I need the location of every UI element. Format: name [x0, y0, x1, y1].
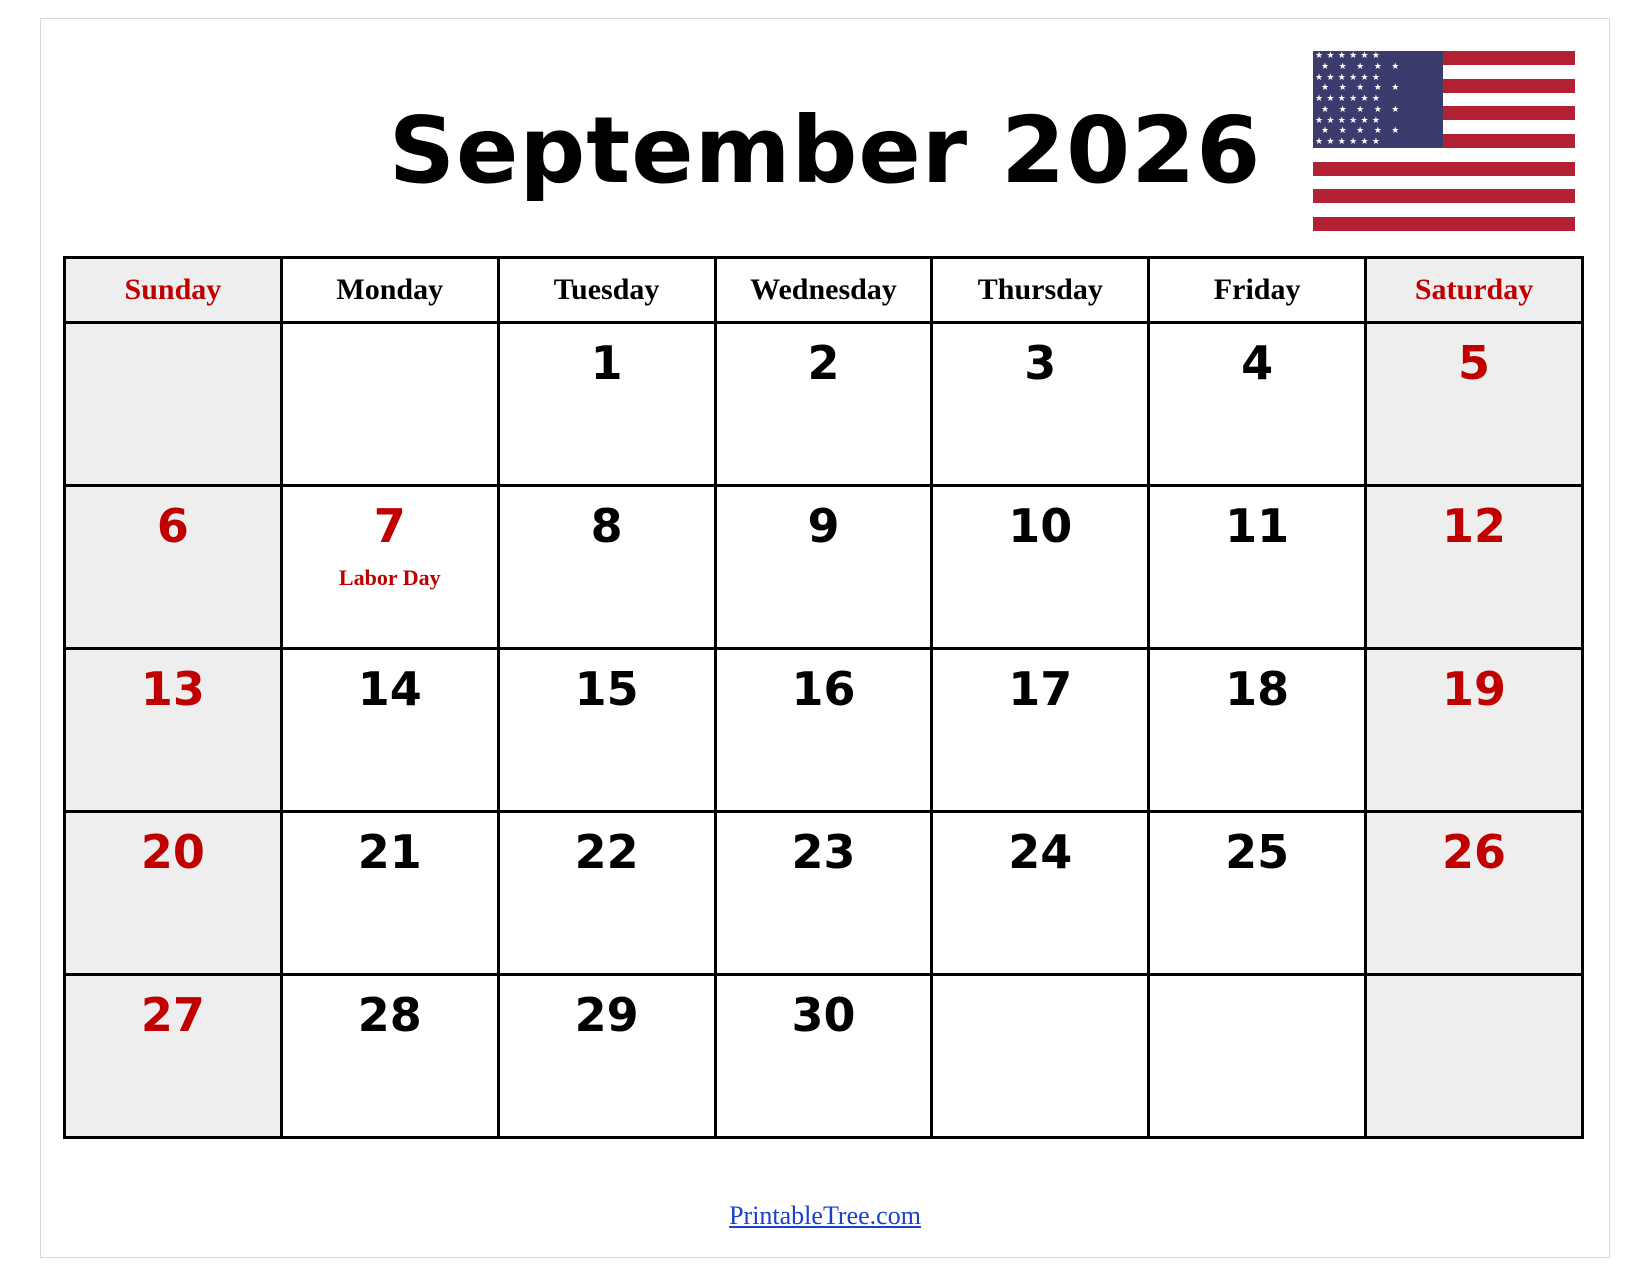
printabletree-link[interactable]: PrintableTree.com: [729, 1201, 921, 1230]
day-cell[interactable]: [65, 323, 282, 486]
flag-star-row: ★★★★★★: [1315, 72, 1384, 83]
weekday-thursday: Thursday: [932, 258, 1149, 323]
day-cell[interactable]: [281, 812, 498, 975]
day-number: [1150, 976, 1364, 992]
day-number: 12: [1442, 499, 1507, 553]
day-cell[interactable]: [932, 975, 1149, 1138]
day-cell[interactable]: [1366, 649, 1583, 812]
day-cell[interactable]: [65, 649, 282, 812]
flag-star-row: ★★★★★: [1321, 83, 1409, 94]
day-cell[interactable]: [281, 975, 498, 1138]
day-number: 9: [807, 499, 840, 553]
day-number: 10: [1008, 499, 1073, 553]
calendar-week-row: [65, 975, 1583, 1138]
flag-stripe: [1313, 217, 1575, 231]
day-number: 4: [1241, 336, 1274, 390]
weekday-tuesday: Tuesday: [498, 258, 715, 323]
day-cell[interactable]: [715, 649, 932, 812]
day-number: [933, 976, 1147, 992]
day-number: 16: [791, 662, 856, 716]
day-cell[interactable]: [1366, 486, 1583, 649]
flag-stripe: [1313, 203, 1575, 217]
day-cell[interactable]: [715, 486, 932, 649]
day-number: 27: [140, 988, 205, 1042]
calendar-header: [41, 19, 1609, 234]
day-number: 25: [1225, 825, 1290, 879]
day-cell[interactable]: [1149, 649, 1366, 812]
day-number: [1367, 976, 1581, 992]
flag-canton: [1313, 51, 1443, 148]
calendar-grid: [63, 256, 1584, 1139]
day-number: 14: [357, 662, 422, 716]
flag-stripe: [1313, 189, 1575, 203]
day-cell[interactable]: [498, 812, 715, 975]
day-number: 6: [156, 499, 189, 553]
day-cell[interactable]: [498, 323, 715, 486]
day-number: 19: [1442, 662, 1507, 716]
day-number: 21: [357, 825, 422, 879]
calendar-week-row: [65, 649, 1583, 812]
weekday-sunday: Sunday: [65, 258, 282, 323]
day-number: 1: [590, 336, 623, 390]
flag-star-row: ★★★★★★: [1315, 115, 1384, 126]
day-number: 30: [791, 988, 856, 1042]
day-number: 29: [574, 988, 639, 1042]
day-event: [1150, 992, 1364, 1008]
day-cell[interactable]: [932, 486, 1149, 649]
day-cell[interactable]: [715, 812, 932, 975]
day-number: 3: [1024, 336, 1057, 390]
day-number: 7: [373, 499, 406, 553]
day-number: 24: [1008, 825, 1073, 879]
day-cell[interactable]: [715, 975, 932, 1138]
day-cell[interactable]: [281, 323, 498, 486]
day-event: [1367, 992, 1581, 1008]
day-cell[interactable]: [1366, 323, 1583, 486]
us-flag-icon: [1313, 51, 1575, 231]
day-event: Labor Day: [338, 565, 441, 590]
day-number: 17: [1008, 662, 1073, 716]
day-cell[interactable]: [498, 649, 715, 812]
calendar-week-row: [65, 812, 1583, 975]
day-number: 5: [1458, 336, 1491, 390]
flag-star-row: ★★★★★: [1321, 126, 1409, 137]
weekday-row: [65, 258, 1583, 323]
flag-stripe: [1313, 148, 1575, 162]
day-number: 23: [791, 825, 856, 879]
calendar-week-row: [65, 323, 1583, 486]
flag-stripe: [1313, 162, 1575, 176]
day-number: 15: [574, 662, 639, 716]
day-cell[interactable]: [498, 486, 715, 649]
day-cell[interactable]: [715, 323, 932, 486]
day-cell[interactable]: [1366, 812, 1583, 975]
day-number: 20: [140, 825, 205, 879]
day-event: [933, 992, 1147, 1008]
day-number: [66, 324, 280, 340]
day-cell[interactable]: [932, 812, 1149, 975]
calendar-sheet: [40, 18, 1610, 1258]
day-cell[interactable]: [281, 486, 498, 649]
day-event: [66, 340, 280, 356]
flag-star-row: ★★★★★★: [1315, 94, 1384, 105]
day-number: 8: [590, 499, 623, 553]
weekday-friday: Friday: [1149, 258, 1366, 323]
day-number: 13: [140, 662, 205, 716]
day-number: 26: [1442, 825, 1507, 879]
day-cell[interactable]: [1149, 323, 1366, 486]
flag-star-row: ★★★★★★: [1315, 137, 1384, 148]
day-cell[interactable]: [65, 812, 282, 975]
day-number: [283, 324, 497, 340]
flag-star-row: ★★★★★: [1321, 61, 1409, 72]
day-number: 22: [574, 825, 639, 879]
calendar-week-row: [65, 486, 1583, 649]
weekday-saturday: Saturday: [1366, 258, 1583, 323]
day-cell[interactable]: [498, 975, 715, 1138]
calendar-weekday-header: [65, 258, 1583, 323]
day-cell[interactable]: [1366, 975, 1583, 1138]
flag-star-row: ★★★★★★: [1315, 51, 1384, 61]
day-event: [283, 340, 497, 356]
footer: [41, 1201, 1609, 1231]
page-title: September 2026: [388, 97, 1262, 204]
day-cell[interactable]: [1149, 975, 1366, 1138]
day-cell[interactable]: [932, 649, 1149, 812]
flag-stripe: [1313, 176, 1575, 190]
day-cell[interactable]: [281, 649, 498, 812]
day-cell[interactable]: [65, 486, 282, 649]
calendar-body: [65, 323, 1583, 1138]
day-cell[interactable]: [65, 975, 282, 1138]
flag-star-row: ★★★★★: [1321, 104, 1409, 115]
day-cell[interactable]: [932, 323, 1149, 486]
day-number: 28: [357, 988, 422, 1042]
day-number: 18: [1225, 662, 1290, 716]
day-cell[interactable]: [1149, 486, 1366, 649]
day-cell[interactable]: [1149, 812, 1366, 975]
day-number: 11: [1225, 499, 1290, 553]
day-number: 2: [807, 336, 840, 390]
weekday-wednesday: Wednesday: [715, 258, 932, 323]
weekday-monday: Monday: [281, 258, 498, 323]
